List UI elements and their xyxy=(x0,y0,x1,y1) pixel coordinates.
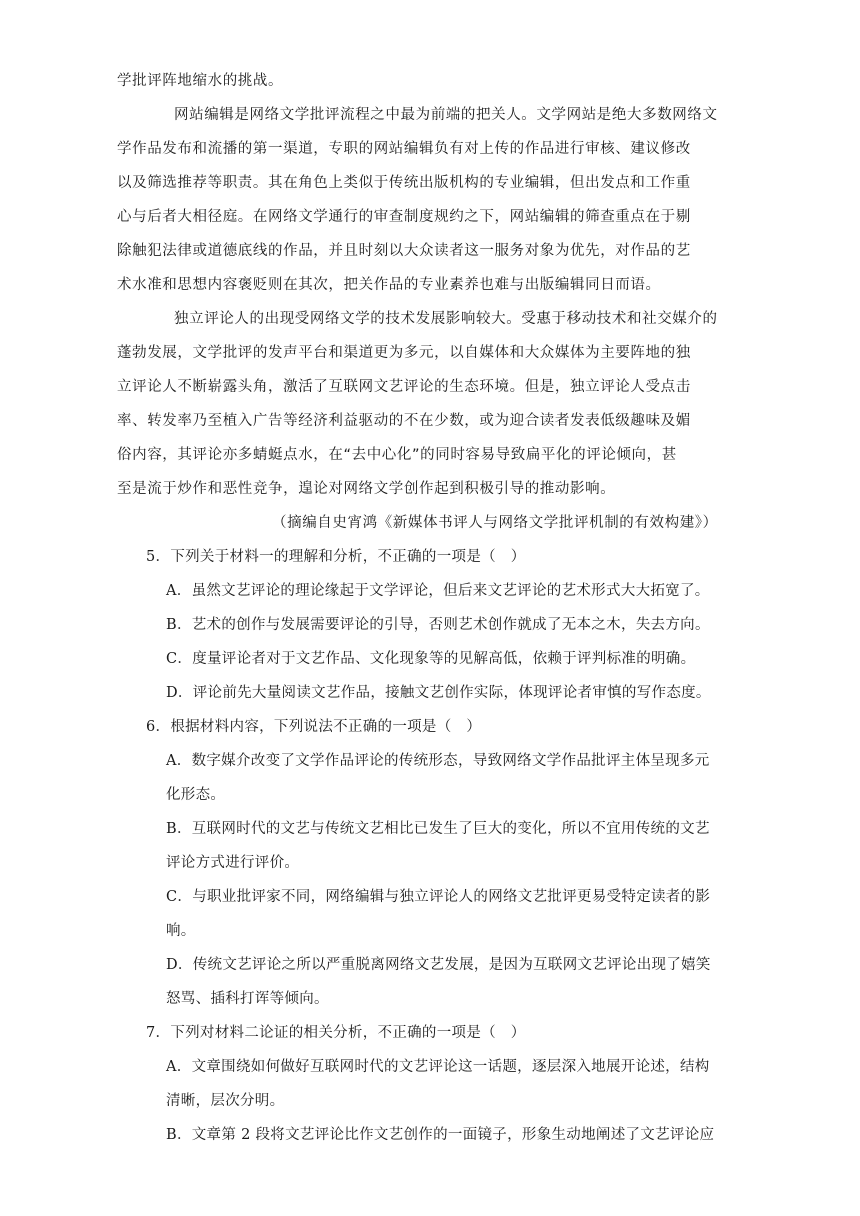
question-6-option-b: B．互联网时代的文艺与传统文艺相比已发生了巨大的变化，所以不宜用传统的文艺 xyxy=(166,821,710,837)
question-5-option-a: A．虽然文艺评论的理论缘起于文学评论，但后来文艺评论的艺术形式大大拓宽了。 xyxy=(166,583,710,599)
passage-line: 术水准和思想内容褒贬则在其次，把关作品的专业素养也难与出版编辑同日而语。 xyxy=(117,277,661,293)
passage-line: 网站编辑是网络文学批评流程之中最为前端的把关人。文学网站是绝大多数网络文 xyxy=(174,107,718,123)
question-6-option-d: D．传统文艺评论之所以严重脱离网络文艺发展，是因为互联网文艺评论出现了嬉笑 xyxy=(166,957,711,973)
question-7-option-b: B．文章第 2 段将文艺评论比作文艺创作的一面镜子，形象生动地阐述了文艺评论应 xyxy=(166,1127,715,1143)
passage-line: 学作品发布和流播的第一渠道，专职的网站编辑负有对上传的作品进行审核、建议修改 xyxy=(117,141,691,157)
question-6-stem: 6．根据材料内容，下列说法不正确的一项是（ ） xyxy=(146,719,482,735)
passage-line: 立评论人不断崭露头角，激活了互联网文艺评论的生态环境。但是，独立评论人受点击 xyxy=(117,379,691,395)
passage-line: 心与后者大相径庭。在网络文学通行的审查制度规约之下，网站编辑的筛查重点在于剔 xyxy=(117,209,691,225)
question-7-option-a-cont: 清晰，层次分明。 xyxy=(166,1093,285,1109)
question-6-option-d-cont: 怒骂、插科打诨等倾向。 xyxy=(166,991,329,1007)
passage-line: 学批评阵地缩水的挑战。 xyxy=(117,73,284,89)
question-6-option-b-cont: 评论方式进行评价。 xyxy=(166,855,300,871)
question-5-stem: 5．下列关于材料一的理解和分析，不正确的一项是（ ） xyxy=(146,549,526,565)
source-citation: （摘编自史宵鸿《新媒体书评人与网络文学批评机制的有效构建》） xyxy=(272,515,718,531)
question-7-stem: 7．下列对材料二论证的相关分析，不正确的一项是（ ） xyxy=(146,1025,526,1041)
question-7-option-a: A．文章围绕如何做好互联网时代的文艺评论这一话题，逐层深入地展开论述，结构 xyxy=(166,1059,710,1075)
question-5-option-c: C．度量评论者对于文艺作品、文化现象等的见解高低，依赖于评判标准的明确。 xyxy=(166,651,696,667)
passage-line: 除触犯法律或道德底线的作品，并且时刻以大众读者这一服务对象为优先，对作品的艺 xyxy=(117,243,691,259)
question-6-option-a-cont: 化形态。 xyxy=(166,787,226,803)
question-5-option-b: B．艺术的创作与发展需要评论的引导，否则艺术创作就成了无本之木，失去方向。 xyxy=(166,617,710,633)
question-5-option-d: D．评论前先大量阅读文艺作品，接触文艺创作实际，体现评论者审慎的写作态度。 xyxy=(166,685,711,701)
question-6-option-a: A．数字媒介改变了文学作品评论的传统形态，导致网络文学作品批评主体呈现多元 xyxy=(166,753,710,769)
question-6-option-c: C．与职业批评家不同，网络编辑与独立评论人的网络文艺批评更易受特定读者的影 xyxy=(166,889,711,905)
passage-line: 率、转发率乃至植入广告等经济利益驱动的不在少数，或为迎合读者发表低级趣味及媚 xyxy=(117,413,691,429)
passage-line: 至是流于炒作和恶性竞争，遑论对网络文学创作起到积极引导的推动影响。 xyxy=(117,481,616,497)
question-6-option-c-cont: 响。 xyxy=(166,923,196,939)
passage-line: 俗内容，其评论亦多蜻蜓点水，在“去中心化”的同时容易导致扁平化的评论倾向，甚 xyxy=(117,447,677,463)
passage-line: 独立评论人的出现受网络文学的技术发展影响较大。受惠于移动技术和社交媒介的 xyxy=(174,311,718,327)
passage-line: 以及筛选推荐等职责。其在角色上类似于传统出版机构的专业编辑，但出发点和工作重 xyxy=(117,175,691,191)
passage-line: 蓬勃发展，文学批评的发声平台和渠道更为多元，以自媒体和大众媒体为主要阵地的独 xyxy=(117,345,691,361)
